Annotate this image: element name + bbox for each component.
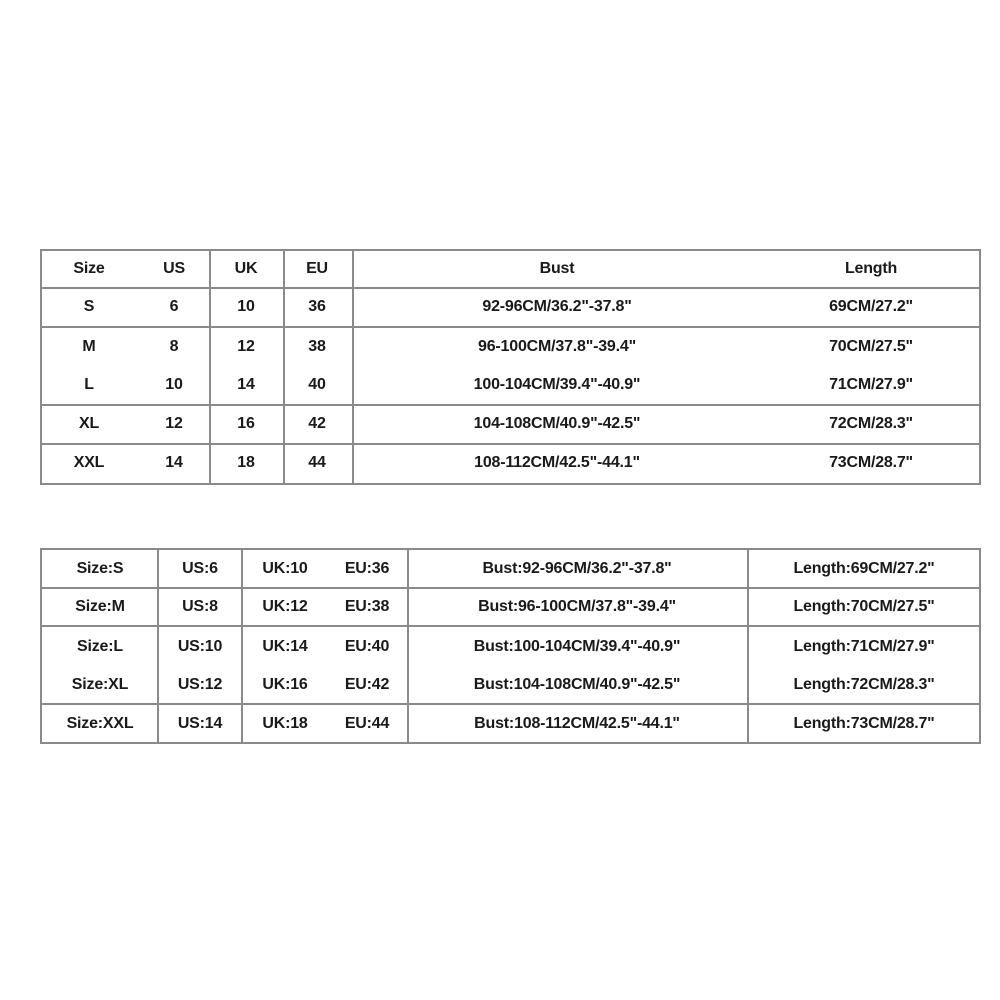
cell-length: 71CM/27.9" xyxy=(829,376,913,393)
cell-size: Size:XL xyxy=(71,676,129,693)
cell-bust: 104-108CM/40.9"-42.5" xyxy=(473,415,641,432)
table-2-divider xyxy=(241,548,243,744)
cell-length: 69CM/27.2" xyxy=(829,298,913,315)
cell-eu: 44 xyxy=(308,454,326,471)
cell-length: 72CM/28.3" xyxy=(829,415,913,432)
cell-size: Size:S xyxy=(76,560,124,577)
cell-uk: UK:10 xyxy=(262,560,308,577)
cell-eu: 40 xyxy=(308,376,326,393)
cell-uk: 18 xyxy=(237,454,255,471)
cell-bust: Bust:100-104CM/39.4"-40.9" xyxy=(473,638,681,655)
cell-us: 12 xyxy=(165,415,183,432)
cell-us: US:8 xyxy=(182,598,218,615)
cell-bust: Bust:108-112CM/42.5"-44.1" xyxy=(474,715,680,732)
cell-bust: 96-100CM/37.8"-39.4" xyxy=(478,338,636,355)
cell-eu: EU:36 xyxy=(344,560,390,577)
cell-uk: 12 xyxy=(237,338,255,355)
cell-uk: UK:16 xyxy=(262,676,308,693)
cell-length: Length:69CM/27.2" xyxy=(793,560,935,577)
cell-us: US:6 xyxy=(182,560,218,577)
table-1-border xyxy=(40,249,981,485)
cell-uk: 16 xyxy=(237,415,255,432)
cell-us: US:14 xyxy=(177,715,223,732)
header-length: Length xyxy=(844,260,898,277)
cell-size: Size:XXL xyxy=(66,715,134,732)
cell-length: 73CM/28.7" xyxy=(829,454,913,471)
cell-length: Length:72CM/28.3" xyxy=(793,676,935,693)
cell-us: US:10 xyxy=(177,638,223,655)
cell-size: Size:M xyxy=(75,598,125,615)
cell-uk: UK:12 xyxy=(262,598,308,615)
table-1-divider xyxy=(40,326,981,328)
table-1-divider xyxy=(283,249,285,485)
cell-bust: 92-96CM/36.2"-37.8" xyxy=(482,298,632,315)
cell-us: 8 xyxy=(169,338,179,355)
table-2-divider xyxy=(157,548,159,744)
cell-length: 70CM/27.5" xyxy=(829,338,913,355)
table-2-divider xyxy=(747,548,749,744)
table-2-divider xyxy=(40,703,981,705)
table-1-divider xyxy=(40,287,981,289)
table-1-divider xyxy=(40,404,981,406)
cell-size: S xyxy=(83,298,95,315)
cell-uk: UK:14 xyxy=(262,638,308,655)
cell-size: L xyxy=(84,376,94,393)
cell-size: Size:L xyxy=(77,638,123,655)
cell-bust: Bust:96-100CM/37.8"-39.4" xyxy=(478,598,676,615)
cell-length: Length:70CM/27.5" xyxy=(793,598,935,615)
cell-bust: 100-104CM/39.4"-40.9" xyxy=(473,376,641,393)
header-bust: Bust xyxy=(539,260,575,277)
cell-eu: 38 xyxy=(308,338,326,355)
cell-us: 14 xyxy=(165,454,183,471)
cell-uk: 10 xyxy=(237,298,255,315)
header-us: US xyxy=(163,260,185,277)
table-1-divider xyxy=(40,443,981,445)
table-2-divider xyxy=(407,548,409,744)
table-1-divider xyxy=(352,249,354,485)
table-2-divider xyxy=(40,625,981,627)
cell-bust: 108-112CM/42.5"-44.1" xyxy=(474,454,640,471)
header-size: Size xyxy=(73,260,105,277)
cell-size: XL xyxy=(78,415,100,432)
cell-us: US:12 xyxy=(177,676,223,693)
cell-eu: EU:44 xyxy=(344,715,390,732)
table-1-divider xyxy=(209,249,211,485)
cell-uk: UK:18 xyxy=(262,715,308,732)
cell-us: 6 xyxy=(169,298,179,315)
cell-bust: Bust:92-96CM/36.2"-37.8" xyxy=(482,560,672,577)
header-eu: EU xyxy=(306,260,328,277)
cell-eu: 42 xyxy=(308,415,326,432)
cell-eu: EU:40 xyxy=(344,638,390,655)
cell-length: Length:73CM/28.7" xyxy=(793,715,935,732)
cell-bust: Bust:104-108CM/40.9"-42.5" xyxy=(473,676,681,693)
cell-size: XXL xyxy=(73,454,105,471)
cell-us: 10 xyxy=(165,376,183,393)
cell-uk: 14 xyxy=(237,376,255,393)
cell-eu: EU:38 xyxy=(344,598,390,615)
cell-eu: EU:42 xyxy=(344,676,390,693)
cell-size: M xyxy=(82,338,96,355)
cell-length: Length:71CM/27.9" xyxy=(793,638,935,655)
cell-eu: 36 xyxy=(308,298,326,315)
table-2-divider xyxy=(40,587,981,589)
header-uk: UK xyxy=(234,260,258,277)
